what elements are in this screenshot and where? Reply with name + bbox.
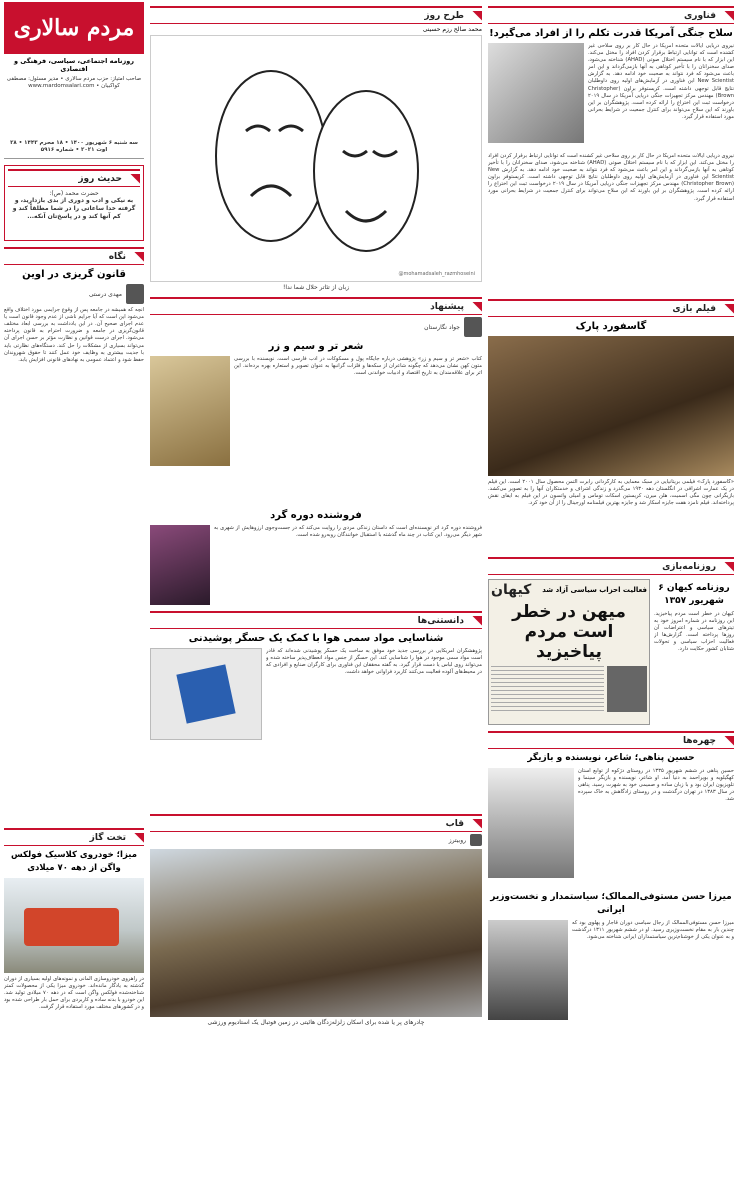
section-tag: دانستنی‌ها bbox=[414, 616, 468, 626]
newspaper-logo: مردم سالاری bbox=[4, 2, 144, 54]
author-name: مهدی درستی bbox=[88, 290, 122, 298]
portrait-photo bbox=[488, 920, 568, 1020]
section-tag: روزنامه‌بازی bbox=[658, 562, 720, 572]
cartoon-artist: محمد صالح رزم حسینی bbox=[422, 26, 482, 33]
hadith-text: به نیکی و ادب و دوری از بدی بازدارید، و گرفته خدا ساعاتی را در شما مطلقاً کند و کم آنها کند و در پاسخ‌تان آنکه... bbox=[12, 197, 136, 221]
section-marker-icon bbox=[134, 833, 144, 843]
hadith-box bbox=[4, 165, 144, 241]
sensor-image bbox=[150, 648, 262, 740]
film-title: گاسفورد پارک bbox=[575, 321, 647, 332]
theater-masks-drawing bbox=[151, 36, 481, 281]
newspaper-headline-small: فعالیت احزاب سیاسی آزاد شد bbox=[542, 586, 647, 594]
newspaper-title: روزنامه کیهان ۶ شهریور ۱۳۵۷ bbox=[658, 583, 730, 606]
book-cover-image bbox=[150, 525, 210, 605]
author-avatar bbox=[464, 317, 482, 337]
newspaper-body: کیهان در خطر است مردم پیاخیزید. این روزنامه در شماره امروز خود به تیترهای سیاسی و اعتراضات آن روزها پرداخته است. گزارش‌ها از فعالیت احزاب سیاسی و تحولات شتابان کشور حکایت دارد. bbox=[654, 611, 734, 653]
haiti-camp-photo bbox=[150, 849, 482, 1017]
section-marker-icon bbox=[724, 736, 734, 746]
section-marker-icon bbox=[472, 11, 482, 21]
newspaper-text-block bbox=[491, 666, 604, 712]
issue-date: سه شنبه ۶ شهریور ۱۴۰۰ • ۱۸ محرم ۱۴۴۳ • ۲۸ اوت ۲۰۲۱ • شماره ۵۹۱۶ bbox=[10, 140, 138, 153]
suggestion-title-2: فروشنده دوره گرد bbox=[270, 510, 362, 521]
right-column bbox=[488, 0, 734, 1198]
sensor-patch-icon bbox=[176, 664, 235, 723]
book-cover-image bbox=[150, 356, 230, 466]
section-marker-icon bbox=[472, 819, 482, 829]
view-title: قانون گریزی در اوین bbox=[22, 269, 126, 281]
cartoon-caption: زبان از تئاتر حلال شما ندا! bbox=[282, 284, 350, 291]
section-header-view bbox=[4, 247, 144, 265]
section-header-hadith bbox=[8, 169, 140, 187]
middle-column bbox=[150, 0, 482, 1198]
section-tag: طرح روز bbox=[420, 11, 468, 21]
section-marker-icon bbox=[472, 302, 482, 312]
face2-body: میرزا حسن مستوفی‌الممالک از رجال سیاسی دوران قاجار و پهلوی بود که چندین بار به مقام نخست‌وزیری رسید. او در ششم شهریور ۱۳۱۱ درگذشت و به عنوان یکی از خوشنام‌ترین سیاستمداران ایرانی شناخته می‌شود. bbox=[572, 920, 734, 941]
section-header-faces bbox=[488, 731, 734, 749]
section-marker-icon bbox=[134, 252, 144, 262]
section-marker-icon bbox=[472, 616, 482, 626]
portrait-photo bbox=[488, 768, 574, 878]
author-name: جواد نگارستان bbox=[424, 323, 460, 331]
section-header-cartoon bbox=[150, 6, 482, 24]
section-tag: تخت گاز bbox=[86, 833, 130, 843]
science-title: شناسایی مواد سمی هوا با کمک یک حسگر پوشیدنی bbox=[188, 633, 444, 644]
orange-truck-icon bbox=[24, 908, 119, 946]
face1-title: حسین پناهی؛ شاعر، نویسنده و بازیگر bbox=[527, 753, 695, 763]
cartoon-handle: @mohamadsaleh_razmhoseini bbox=[398, 271, 475, 277]
section-header-film bbox=[488, 299, 734, 317]
photo-credit: روبیترز bbox=[448, 836, 466, 844]
section-header-frame bbox=[150, 814, 482, 832]
section-marker-icon bbox=[130, 174, 140, 184]
film-body: «گاسفورد پارک» فیلمی بریتانیایی در سبک معمایی به کارگردانی رابرت آلتمن محصول سال ۲۰۰۱ است. این فیلم در یک عمارت اشرافی در انگلستان دهه ۱۹۳۰ می‌گذرد و زندگی اشراف و خدمتکاران آنها را به تصویر می‌کشد. بازیگرانی چون مگی اسمیت، هلن میرن، کریستین اسکات توماس و امیلی واتسون در این فیلم به ایفای نقش پرداخته‌اند. فیلم نامزد هفت جایزه اسکار شد و جایزه بهترین فیلمنامه اورجینال را از آن خود کرد. bbox=[488, 479, 734, 507]
section-marker-icon bbox=[724, 562, 734, 572]
article-body-continued: نیروی دریایی ایالات متحده آمریکا در حال کار بر روی سلاحی غیر کشنده است که توانایی ارتباط برقرار کردن افراد را مختل می‌کند. این ابزار که با نام سیستم اختلال صوتی (AHAD) شناخته می‌شود، صدای سخنرانان را با تأخیر کوتاهی به آنها بازمی‌گرداند و این امر باعث می‌شود که فرد نتواند به صحبت خود ادامه دهد. به گزارش New Scientist این فناوری در آزمایش‌های اولیه روی داوطلبان نتایج قابل توجهی داشته است. کریستوفر براون (Christopher Brown) مهندس مرکز تجهیزات جنگی دریایی آمریکا در سال ۲۰۱۹ درخواست ثبت این اختراع را ارائه کرده است. پژوهشگران بر این باورند که این سلاح می‌تواند برای کنترل جمعیت در شرایط بحرانی مورد استفاده قرار گیرد. bbox=[488, 153, 734, 202]
section-tag: فناوری bbox=[680, 11, 720, 21]
section-header-science bbox=[150, 611, 482, 629]
section-header-cars bbox=[4, 828, 144, 846]
suggestion-body-2: فروشنده دوره گرد اثر نویسنده‌ای است که داستان زندگی مردی را روایت می‌کند که در جست‌وجوی آرزوهایش از شهری به شهر دیگر می‌رود. این کتاب در چند ماه گذشته با استقبال خوانندگان روبه‌رو شده است. bbox=[214, 525, 482, 539]
view-body: آنچه که همیشه در جامعه پس از وقوع جرایمی مورد اختلاف واقع می‌شود این است که آیا جرایم ناشی از عدم وجود قانون است یا عدم اجرای صحیح آن. در این یادداشت به بررسی ابعاد مختلف قانون‌گریزی در جامعه و ضرورت احترام به قانون پرداخته می‌شود. اجرای درست قوانین و نظارت مؤثر بر حسن اجرای آن می‌تواند بسیاری از مشکلات را حل کند. دستگاه‌های نظارتی باید با جدیت بیشتری به وظایف خود عمل کنند تا حقوق شهروندان حفظ شود و اعتماد عمومی به نهادهای قانونی افزایش یابد. bbox=[4, 307, 144, 363]
suggestion-title: شعر تر و سیم و زر bbox=[268, 341, 364, 352]
article-title: سلاح جنگی آمریکا قدرت تکلم را از افراد می‌گیرد! bbox=[489, 28, 733, 39]
section-header-suggestion bbox=[150, 297, 482, 315]
science-body: پژوهشگران آمریکایی در بررسی جدید خود موفق به ساخت یک حسگر پوشیدنی شده‌اند که قادر است مواد سمی موجود در هوا را شناسایی کند. این حسگر از جنس مواد انعطاف‌پذیر ساخته شده و می‌تواند روی لباس یا دست قرار گیرد. به گفته محققان این فناوری برای کارگران صنایع و افرادی که در محیط‌های آلوده فعالیت می‌کنند کاربرد فراوانی خواهد داشت. bbox=[266, 648, 482, 676]
newspaper-photo bbox=[607, 666, 647, 712]
newspaper-tagline: روزنامه اجتماعی، سیاسی، فرهنگی و اقتصادی bbox=[13, 57, 135, 73]
face1-body: حسین پناهی در ششم شهریور ۱۳۳۵ در روستای دژکوه از توابع استان کهگیلویه و بویراحمد به دنیا آمد. او شاعر، نویسنده و بازیگر سینما و تلویزیون ایران بود و با زبان ساده و صمیمی خود به شهرت رسید. پناهی در سال ۱۳۸۳ در تهران درگذشت و در روستای زادگاهش به خاک سپرده شد. bbox=[578, 768, 734, 803]
section-header-newspaper bbox=[488, 557, 734, 575]
film-still-image bbox=[488, 336, 734, 476]
car-title: میزا؛ خودروی کلاسیک فولکس واگن از دهه ۷۰ میلادی bbox=[11, 850, 137, 874]
section-marker-icon bbox=[724, 304, 734, 314]
section-tag: قاب bbox=[442, 819, 468, 829]
car-photo bbox=[4, 878, 144, 973]
photo-caption: چادرهای پر یا شده برای اسکان زلزله‌زدگان هائیتی در زمین فوتبال یک استادیوم ورزشی bbox=[207, 1019, 425, 1026]
newspaper-main-headline: میهن در خطر است مردم پیاخیزید bbox=[512, 602, 626, 662]
weapon-device-image bbox=[488, 43, 584, 143]
section-tag: نگاه bbox=[105, 252, 130, 262]
cartoon-image bbox=[150, 35, 482, 282]
section-tag: چهره‌ها bbox=[679, 736, 720, 746]
face2-title: میرزا حسن مستوفی‌الممالک؛ سیاستمدار و نخست‌وزیر ایرانی bbox=[490, 892, 732, 915]
camera-icon bbox=[470, 834, 482, 846]
masthead-info: صاحب امتیاز: حزب مردم سالاری • مدیر مسئول: مصطفی کواکبیان • www.mardomsalari.com bbox=[6, 76, 142, 89]
section-header-technology bbox=[488, 6, 734, 24]
newspaper-front-page bbox=[488, 579, 650, 725]
article-body: نیروی دریایی ایالات متحده آمریکا در حال کار بر روی سلاحی غیر کشنده است که توانایی ارتباط برقرار کردن افراد را مختل می‌کند. این ابزار که با نام سیستم اختلال صوتی (AHAD) شناخته می‌شود، صدای سخنرانان را با تأخیر کوتاهی به آنها بازمی‌گرداند و این امر باعث می‌شود که فرد نتواند به صحبت خود ادامه دهد. به گزارش New Scientist این فناوری در آزمایش‌های اولیه روی داوطلبان نتایج قابل توجهی داشته است. کریستوفر براون (Christopher Brown) مهندس مرکز تجهیزات جنگی دریایی آمریکا در سال ۲۰۱۹ درخواست ثبت این اختراع را ارائه کرده است. پژوهشگران بر این باورند که این سلاح می‌تواند برای کنترل جمعیت در شرایط بحرانی مورد استفاده قرار گیرد. bbox=[588, 43, 734, 120]
suggestion-body: کتاب «شعر تر و سیم و زر» پژوهشی درباره جایگاه پول و مسکوکات در ادب فارسی است. نویسنده با بررسی متون کهن نشان می‌دهد که چگونه شاعران از سکه‌ها و فلزات گرانبها به عنوان تصویر و استعاره بهره برده‌اند. این اثر برای علاقه‌مندان به تاریخ اقتصاد و ادبیات خواندنی است. bbox=[234, 356, 482, 377]
section-tag: پیشنهاد bbox=[426, 302, 468, 312]
section-tag: فیلم بازی bbox=[668, 304, 720, 314]
left-column bbox=[4, 0, 144, 1198]
section-tag: حدیث روز bbox=[74, 174, 126, 184]
author-avatar bbox=[126, 284, 144, 304]
section-marker-icon bbox=[724, 11, 734, 21]
car-body: در راهروی خودروسازی آلمانی و نمونه‌های اولیه بسیاری از دوران گذشته به یادگار مانده‌اند. خودروی میزا یکی از محصولات کمتر شناخته‌شده فولکس واگن است که در دهه ۷۰ میلادی تولید شد. این خودرو با بدنه ساده و کاربردی برای حمل بار طراحی شده بود و در کشورهای مختلف مورد استفاده قرار گرفت. bbox=[4, 976, 144, 1011]
hadith-source: حضرت محمد (ص): bbox=[49, 190, 99, 197]
newspaper-logo: کیهان bbox=[491, 582, 532, 598]
